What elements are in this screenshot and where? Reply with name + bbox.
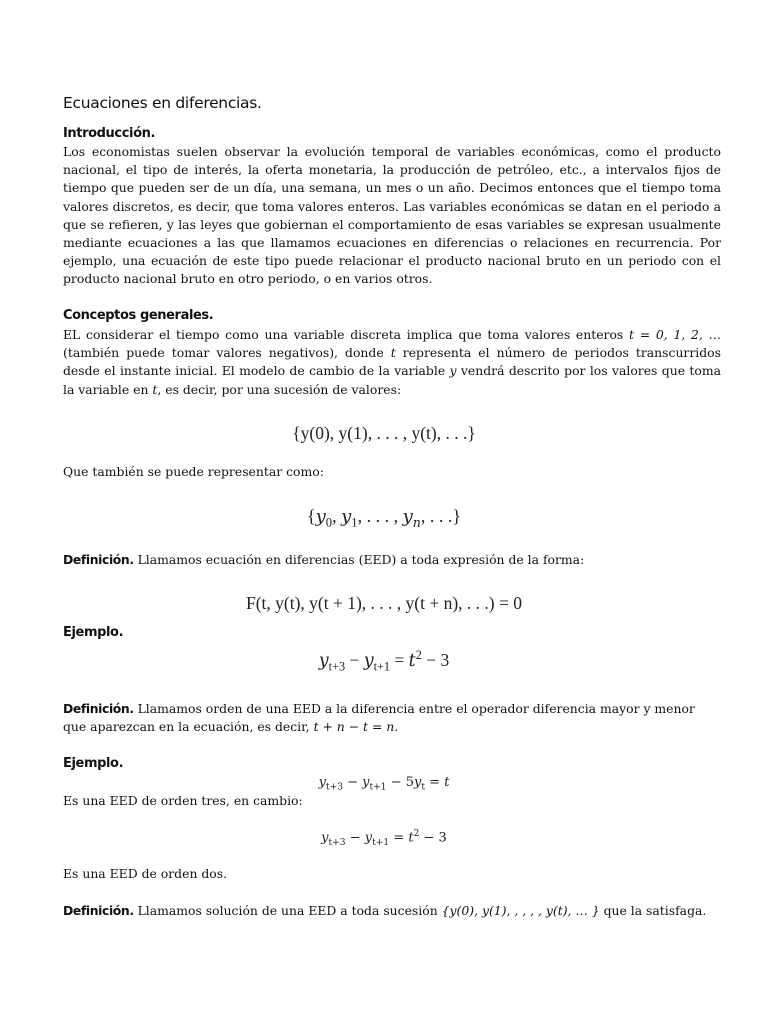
definition-label: Definición.: [63, 903, 134, 918]
conceptos-paragraph: EL considerar el tiempo como una variable discreta implica que toma valores enteros t = 0, 1, 2, … (también puede tomar valores negativos), donde t representa el número de periodos transcurridos desde el instante inicial. El modelo de cambio de la variable y vendrá descrito por los valores que toma la variable en t, es decir, por una sucesión de valores:: [63, 327, 721, 397]
ejemplo-heading-2: Ejemplo.: [63, 756, 124, 771]
also-text: Que también se puede representar como:: [63, 464, 324, 479]
orden-dos-text: Es una EED de orden dos.: [63, 866, 228, 881]
example-formula-1: $y_{t+3} - y_{t+1} = t^2 - 3$: [318, 648, 450, 674]
intro-paragraph: Los economistas suelen observar la evolución temporal de variables económicas, como el producto nacional, el tipo de interés, la oferta monetaria, la producción de petróleo, etc., a intervalos fijos de tiempo que pueden ser de un día, una semana, un mes o un año. Decimos entonces que el tiempo toma valores discretos, es decir, que toma valores enteros. Las variables económicas se datan en el periodo a que se refieren, y las leyes que gobiernan el comportamiento de esas variables se expresan usualmente mediante ecuaciones a las que llamamos ecuaciones en diferencias o relaciones en recurrencia. Por ejemplo, una ecuación de este tipo puede relacionar el producto nacional bruto en un periodo con el producto nacional bruto en otro periodo, o en varios otros.: [63, 144, 721, 287]
general-form-formula: F(t, y(t), y(t + 1), . . . , y(t + n), . . .) = 0: [245, 593, 523, 613]
example-formula-2: $y_{t+3} - y_{t+1} - 5y_t = t$: [318, 775, 450, 793]
ejemplo-heading-1: Ejemplo.: [63, 625, 124, 640]
definition-solucion: Definición. Llamamos solución de una EED a toda sucesión {y(0), y(1), , , , , y(t), … } que la satisfaga.: [63, 903, 707, 918]
definition-eed: Definición. Llamamos ecuación en diferencias (EED) a toda expresión de la forma:: [63, 552, 585, 567]
time-values-math: t = 0, 1, 2, …: [629, 327, 721, 342]
orden-math: t + n − t = n: [313, 719, 395, 735]
solucion-math: {y(0), y(1), , , , , y(t), … }: [441, 903, 600, 918]
definition-orden: Definición. Llamamos orden de una EED a la diferencia entre el operador diferencia mayor y menor que aparezcan en la ecuación, es decir, t + n − t = n.: [63, 701, 695, 735]
document-title: Ecuaciones en diferencias.: [63, 94, 262, 112]
orden-tres-text: Es una EED de orden tres, en cambio:: [63, 793, 303, 808]
conceptos-heading: Conceptos generales.: [63, 308, 214, 323]
intro-heading: Introducción.: [63, 126, 156, 141]
definition-label: Definición.: [63, 701, 134, 716]
sequence-formula-2: {$y_0$, $y_1$, . . . , $y_n$, . . .}: [306, 506, 461, 530]
definition-label: Definición.: [63, 552, 134, 567]
sequence-formula-1: {y(0), y(1), . . . , y(t), . . .}: [292, 423, 476, 443]
example-formula-3: $y_{t+3} - y_{t+1} = t^2 - 3$: [321, 829, 447, 848]
